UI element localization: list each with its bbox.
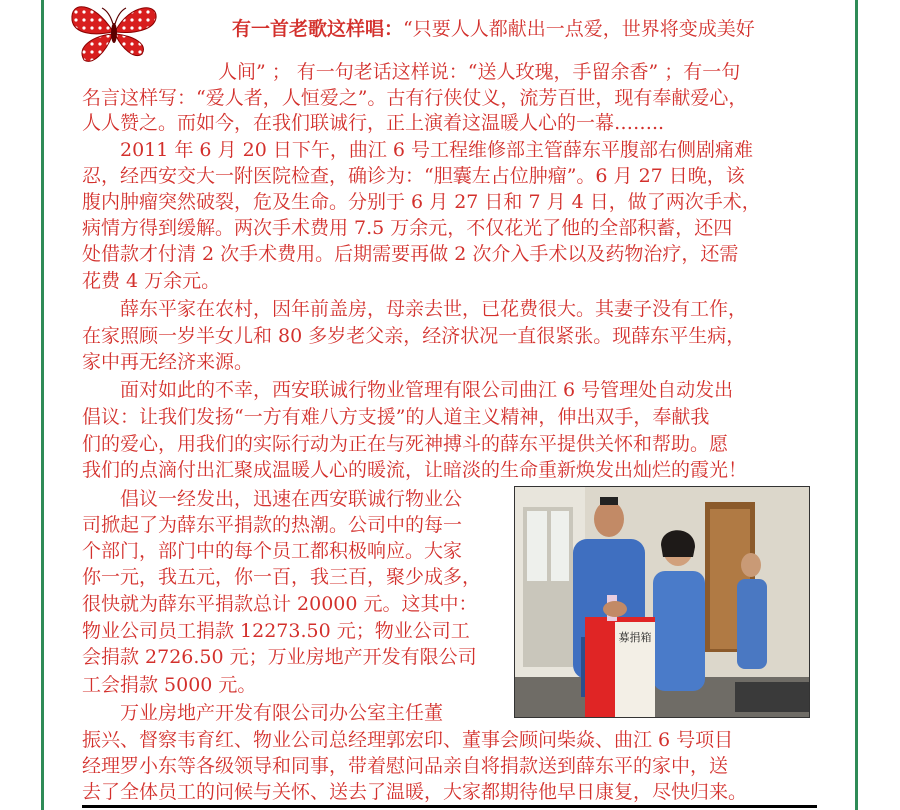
text-line: 倡议一经发出，迅速在西安联诚行物业公 [120,488,463,510]
text-line: 薛东平家在农村，因年前盖房，母亲去世，已花费很大。其妻子没有工作， [120,298,748,320]
text-line: 人间” ； 有一句老话这样说：“送人玫瑰，手留余香” ；有一句 [218,61,741,83]
text-line: 在家照顾一岁半女儿和 80 多岁老父亲，经济状况一直很紧张。现薛东平生病， [82,325,746,347]
text-line: 司掀起了为薛东平捐款的热潮。公司中的每一 [82,514,463,536]
text-line: 病情方得到缓解。两次手术费用 7.5 万余元，不仅花光了他的全部积蓄，还四 [82,217,733,239]
text-line: 经理罗小东等各级领导和同事，带着慰问品亲自将捐款送到薛东平的家中，送 [82,755,729,777]
text-line: 忍，经西安交大一附医院检查，确诊为：“胆囊左占位肿瘤”。6 月 27 日晚，该 [82,165,745,187]
text-line: 家中再无经济来源。 [82,351,254,373]
donation-photo [514,486,810,718]
text-line: 面对如此的不幸，西安联诚行物业管理有限公司曲江 6 号管理处自动发出 [120,379,734,401]
text-line: 腹内肿瘤突然破裂，危及生命。分别于 6 月 27 日和 7 月 4 日，做了两次手术， [82,191,761,213]
text-line: 万业房地产开发有限公司办公室主任董 [120,702,444,724]
text-line: 你一元，我五元，你一百，我三百，聚少成多， [82,566,482,588]
page-frame-right [855,0,858,810]
opening-line [232,17,822,42]
opening-quote: “只要人人都献出一点爱，世界将变成美好 [403,18,755,40]
text-line: 人人赞之。而如今，在我们联诚行，正上演着这温暖人心的一幕…….. [82,112,665,134]
text-line: 振兴、督察韦育红、物业公司总经理郭宏印、董事会顾问柴焱、曲江 6 号项目 [82,729,734,751]
text-line: 名言这样写：“爱人者，人恒爱之”。古有行侠仗义，流芳百世，现有奉献爱心， [82,87,748,109]
text-line: 会捐款 2726.50 元；万业房地产开发有限公司 [82,646,477,668]
text-line: 处借款才付清 2 次手术费用。后期需要再做 2 次介入手术以及药物治疗，还需 [82,243,739,265]
text-line: 花费 4 万余元。 [82,270,221,292]
page-frame-left [41,0,44,810]
text-line: 工会捐款 5000 元。 [82,674,257,696]
text-line: 们的爱心，用我们的实际行动为正在与死神搏斗的薛东平提供关怀和帮助。愿 [82,433,729,455]
donation-box-label: 募捐箱 [618,631,652,644]
text-line: 很快就为薛东平捐款总计 20000 元。这其中： [82,593,478,615]
text-line: 物业公司员工捐款 12273.50 元；物业公司工 [82,620,470,642]
text-line: 2011 年 6 月 20 日下午，曲江 6 号工程维修部主管薛东平腹部右侧剧痛难 [120,139,753,161]
opening-heading: 有一首老歌这样唱： [232,18,404,40]
text-line: 去了全体员工的问候与关怀、送去了温暖，大家都期待他早日康复，尽快归来。 [82,781,748,803]
text-line: 我们的点滴付出汇聚成温暖人心的暖流，让暗淡的生命重新焕发出灿烂的霞光！ [82,459,748,481]
text-line: 个部门，部门中的每个员工都积极响应。大家 [82,540,463,562]
bottom-rule [82,805,817,808]
butterfly-icon [64,0,164,64]
text-line: 倡议：让我们发扬“一方有难八方支援”的人道主义精神，伸出双手，奉献我 [82,406,710,428]
